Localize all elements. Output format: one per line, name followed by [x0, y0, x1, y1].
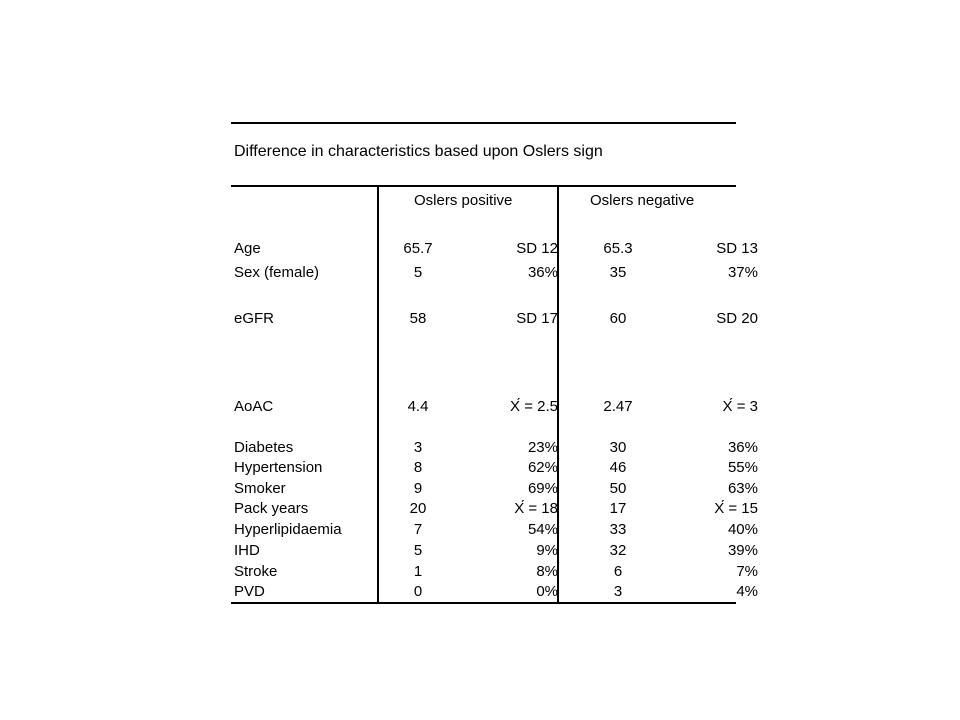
row-label: Hyperlipidaemia [234, 521, 342, 538]
header-oslers-negative: Oslers negative [590, 192, 695, 209]
oslers-negative-stat: 63% [727, 480, 758, 497]
oslers-positive-value: 58 [409, 310, 427, 327]
oslers-negative-value: 6 [613, 563, 623, 580]
table-row [232, 459, 758, 479]
table-title: Difference in characteristics based upon Oslers sign [234, 143, 603, 160]
table-row [232, 264, 758, 284]
oslers-positive-stat: 54% [527, 521, 558, 538]
header-rule [231, 185, 736, 187]
header-oslers-positive: Oslers positive [414, 192, 513, 209]
row-label: Sex (female) [234, 264, 320, 281]
oslers-negative-stat: 36% [727, 439, 758, 456]
oslers-positive-stat: 8% [536, 563, 558, 580]
oslers-negative-stat: SD 13 [716, 240, 758, 257]
row-label: Smoker [234, 480, 286, 497]
table-row [232, 398, 758, 418]
table-row [232, 310, 758, 330]
table-row [232, 439, 758, 459]
row-label: Hypertension [234, 459, 323, 476]
table-row [232, 500, 758, 520]
oslers-positive-value: 0 [413, 583, 423, 600]
table-row [232, 583, 758, 603]
oslers-positive-value: 4.4 [407, 398, 429, 415]
oslers-positive-value: 7 [413, 521, 423, 538]
oslers-positive-value: 1 [413, 563, 423, 580]
oslers-positive-value: 8 [413, 459, 423, 476]
oslers-negative-stat: 39% [727, 542, 758, 559]
oslers-positive-stat: 62% [527, 459, 558, 476]
table-row [232, 521, 758, 541]
table-row [232, 542, 758, 562]
table-row [232, 240, 758, 260]
oslers-positive-value: 3 [413, 439, 423, 456]
oslers-negative-stat: Х́ = 15 [714, 500, 758, 517]
row-label: Diabetes [234, 439, 294, 456]
oslers-positive-value: 5 [413, 542, 423, 559]
row-label: Pack years [234, 500, 309, 517]
oslers-negative-value: 50 [609, 480, 627, 497]
oslers-positive-stat: SD 17 [516, 310, 558, 327]
oslers-positive-stat: 36% [527, 264, 558, 281]
oslers-negative-stat: 40% [727, 521, 758, 538]
row-label: Stroke [234, 563, 278, 580]
oslers-negative-stat: Х́ = 3 [722, 398, 758, 415]
row-label: Age [234, 240, 261, 257]
table-row [232, 563, 758, 583]
oslers-positive-stat: Х́ = 2.5 [510, 398, 558, 415]
oslers-negative-value: 35 [609, 264, 627, 281]
oslers-positive-stat: Х́ = 18 [514, 500, 558, 517]
oslers-positive-value: 65.7 [403, 240, 433, 257]
oslers-negative-stat: SD 20 [716, 310, 758, 327]
row-label: eGFR [234, 310, 275, 327]
table-row [232, 480, 758, 500]
oslers-positive-value: 20 [409, 500, 427, 517]
oslers-positive-stat: 0% [536, 583, 558, 600]
oslers-negative-stat: 55% [727, 459, 758, 476]
oslers-negative-value: 60 [609, 310, 627, 327]
oslers-positive-value: 9 [413, 480, 423, 497]
row-label: AoAC [234, 398, 274, 415]
row-label: IHD [234, 542, 260, 559]
table-top-rule [231, 122, 736, 124]
oslers-negative-value: 17 [609, 500, 627, 517]
oslers-negative-value: 65.3 [603, 240, 633, 257]
oslers-negative-value: 3 [613, 583, 623, 600]
oslers-negative-value: 30 [609, 439, 627, 456]
oslers-positive-stat: 9% [536, 542, 558, 559]
oslers-negative-value: 32 [609, 542, 627, 559]
oslers-negative-value: 2.47 [603, 398, 633, 415]
oslers-positive-value: 5 [413, 264, 423, 281]
oslers-positive-stat: 69% [527, 480, 558, 497]
oslers-negative-value: 46 [609, 459, 627, 476]
row-label: PVD [234, 583, 265, 600]
oslers-negative-stat: 37% [727, 264, 758, 281]
oslers-positive-stat: SD 12 [516, 240, 558, 257]
oslers-negative-stat: 7% [736, 563, 758, 580]
oslers-negative-stat: 4% [736, 583, 758, 600]
oslers-negative-value: 33 [609, 521, 627, 538]
oslers-positive-stat: 23% [527, 439, 558, 456]
